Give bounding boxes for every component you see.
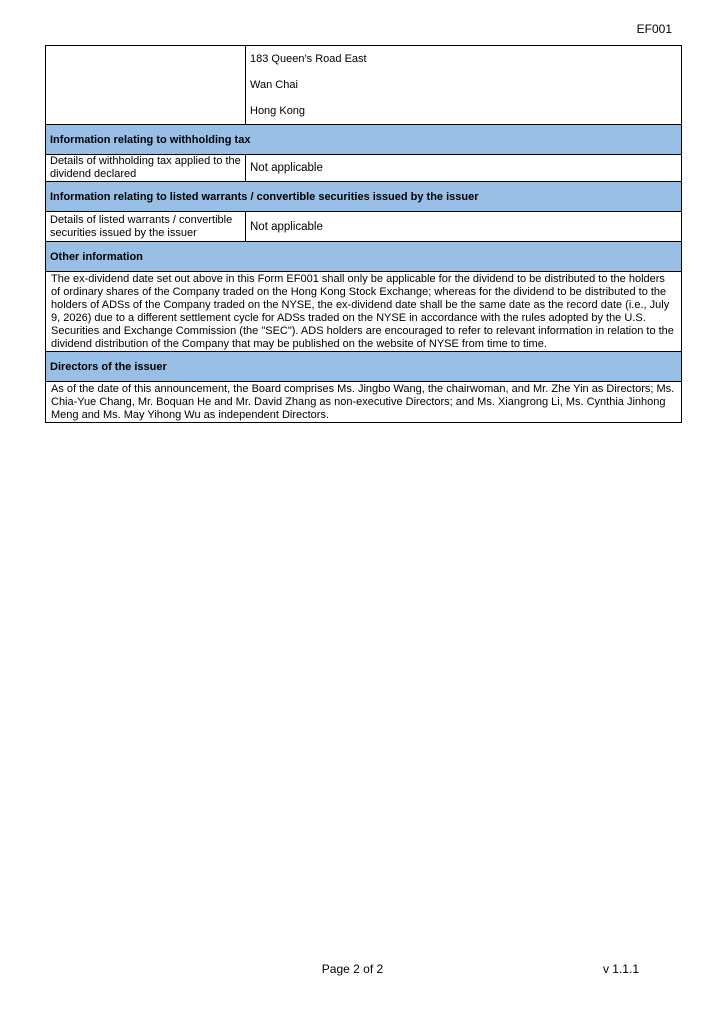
directors-section-header — [46, 352, 682, 382]
form-code: EF001 — [636, 22, 672, 36]
address-row — [46, 46, 682, 125]
address-label-cell — [46, 46, 246, 125]
other-info-text: The ex-dividend date set out above in this Form EF001 shall only be applicable for the dividend to be distributed to the holders of ordinary shares of the Company traded on the Hong Kong Stock Exchange; whereas for the dividend to be distributed to the holders of ADSs of the Company traded on the NYSE, the ex-dividend date shall be the same date as the record date (i.e., July 9, 2026) due to a different settlement cycle for ADSs traded on the NYSE in accordance with the rules adopted by the U.S. Securities and Exchange Commission (the "SEC"). ADS holders are encouraged to refer to relevant information in relation to the dividend distribution of the Company that may be published on the website of NYSE from time to time. — [46, 272, 682, 352]
warrants-row — [46, 212, 682, 242]
directors-text: As of the date of this announcement, the Board comprises Ms. Jingbo Wang, the chairwoman, and Mr. Zhe Yin as Directors; Ms. Chia-Yue Chang, Mr. Boquan He and Mr. David Zhang as non-executive Directors; and Ms. Xiangrong Li, Ms. Cynthia Jinhong Meng and Ms. May Yihong Wu as independent Directors. — [46, 382, 682, 423]
withholding-section-header — [46, 125, 682, 155]
address-cell — [246, 46, 682, 125]
withholding-value: Not applicable — [246, 155, 682, 182]
warrants-label: Details of listed warrants / convertible securities issued by the issuer — [46, 212, 246, 242]
withholding-label: Details of withholding tax applied to the dividend declared — [46, 155, 246, 182]
other-info-row — [46, 272, 682, 352]
address-line: 183 Queen’s Road East — [250, 53, 367, 65]
directors-row — [46, 382, 682, 423]
section-heading: Information relating to listed warrants / convertible securities issued by the issuer — [46, 182, 682, 212]
withholding-row — [46, 155, 682, 182]
section-heading: Other information — [46, 242, 682, 272]
warrants-section-header — [46, 182, 682, 212]
page-number: Page 2 of 2 — [321, 962, 384, 976]
announcement-table — [45, 45, 682, 423]
version-label: v 1.1.1 — [602, 962, 639, 976]
address-line: Wan Chai — [250, 79, 298, 91]
warrants-value: Not applicable — [246, 212, 682, 242]
other-info-section-header — [46, 242, 682, 272]
address-line: Hong Kong — [250, 105, 306, 117]
section-heading: Information relating to withholding tax — [46, 125, 682, 155]
section-heading: Directors of the issuer — [46, 352, 682, 382]
